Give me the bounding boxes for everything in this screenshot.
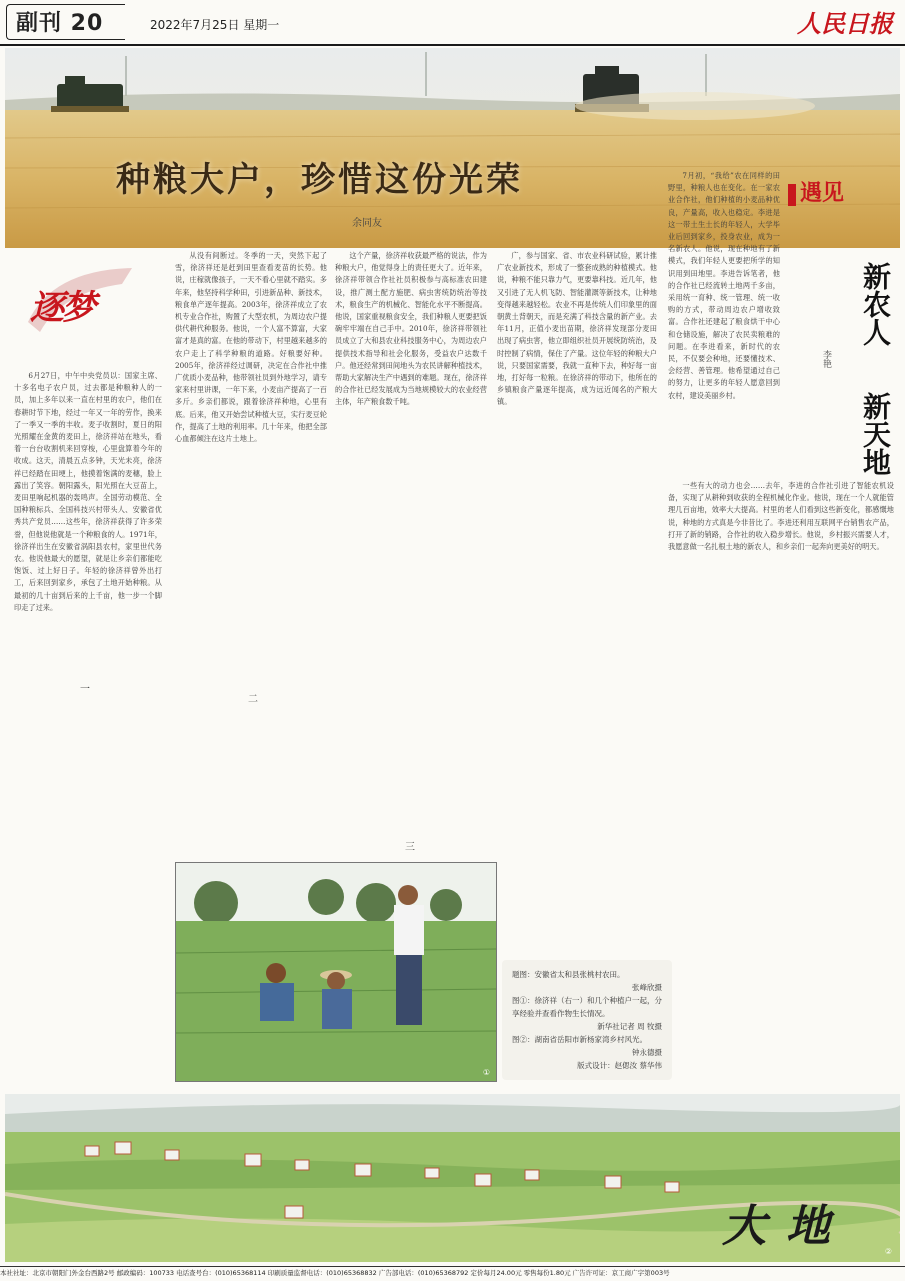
side-article-title-a: 新农人 bbox=[859, 262, 892, 346]
photo-number-2: ② bbox=[884, 1247, 892, 1256]
side-paragraph-1: 7月初，“我给”农在同样的田野里，种粮人也在变化。在一家农业合作社，他们种植的小麦品种优良，产量高，收入也稳定。李进是这一带土生土长的年轻人，大学毕业后回到家乡，投身农业，成为一名新农人。他说，现在种地有了新模式，我们年轻人更要把所学的知识用到田地里。李进告诉笔者，他的合作社已经流转土地两千多亩，采用统一育种、统一管理、统一收购的方式，带动周边农户增收致富。合作社还建起了粮食烘干中心和仓储设施，解决了农民卖粮难的问题。在李进看来，新时代的农民，不仅要会种地，还要懂技术、会经营、善管理。他希望通过自己的努力，让更多的年轻人愿意回到农村，建设美丽乡村。 bbox=[668, 171, 780, 400]
farmers-photo-illustration bbox=[176, 863, 496, 1081]
article-column-3 bbox=[335, 250, 487, 850]
section-mark-2: 二 bbox=[248, 694, 258, 705]
caption-credit-1: 张峰欣摄 bbox=[632, 983, 662, 992]
article-column-4 bbox=[497, 250, 657, 950]
caption-line-1: 图①：徐济祥（右一）和几个种植户一起，分享经验并查看作物生长情况。 bbox=[512, 996, 662, 1018]
masthead bbox=[0, 0, 905, 46]
side-article-author: 李艳 bbox=[821, 350, 831, 368]
caption-line-2: 图②：湖南省岳阳市新杨家湾乡村风光。 bbox=[512, 1035, 647, 1044]
page-footer bbox=[0, 1266, 905, 1281]
section-mark-1: 一 bbox=[80, 684, 90, 695]
column-label-text: 逐梦 bbox=[30, 288, 94, 328]
caption-credit-3: 钟永德摄 bbox=[632, 1048, 662, 1057]
photo-number-1: ① bbox=[482, 1068, 490, 1077]
article-column-2 bbox=[175, 250, 327, 850]
article-column-1 bbox=[14, 370, 162, 1100]
side-column-top bbox=[668, 170, 780, 470]
article-headline: 种粮大户，珍惜这份光荣 bbox=[116, 160, 523, 200]
caption-credit-2: 新华社记者 周 牧摄 bbox=[597, 1022, 662, 1031]
article-paragraph-4: 广，参与国家、省、市农业科研试验，累计推广农业新技术，形成了一整套成熟的种植模式。他说，种粮不能只靠力气，更要靠科技。近几年，他又引进了无人机飞防、智能灌溉等新技术，让种地变得越来越轻松。农业不再是传统人们印象里的面朝黄土背朝天，而是充满了科技含量的新产业。去年11月，正值小麦出苗期，徐济祥发现部分麦田出现了病虫害，他立即组织社员开展统防统治，及时控制了病情，保住了产量。这位年轻的种粮大户说，只要国家需要，我就一直种下去，种好每一亩地，打好每一粒粮。在徐济祥的带动下，他所在的乡镇粮食产量逐年提高，成为远近闻名的产粮大镇。 bbox=[497, 251, 657, 407]
section-label: 副刊 20 bbox=[16, 11, 104, 36]
side-article-title-b: 新天地 bbox=[859, 392, 892, 476]
newspaper-logo: 人民日报 bbox=[797, 9, 893, 38]
article-author: 余同友 bbox=[352, 218, 382, 229]
article-paragraph-3: 这个产量，徐济祥收获最严格的说法，作为种粮大户，他觉得身上的责任更大了。近年来，徐济祥带领合作社社员积极参与高标准农田建设，推广测土配方施肥、病虫害统防统治等技术，粮食生产的机械化、智能化水平不断提高。他说，国家重视粮食安全，我们种粮人更要把饭碗牢牢端在自己手中。2010年，徐济祥带领社员成立了大和县农业科技服务中心，为周边农户提供技术指导和社会化服务，受益农户达数千户。他还经常到田间地头为农民讲解种植技术，帮助大家解决生产中遇到的难题。现在，徐济祥的合作社已经发展成为当地规模较大的农业经营主体，年产粮食数千吨。 bbox=[335, 251, 487, 407]
footer-text: 本社社址：北京市朝阳门外金台西路2号 邮政编码：100733 电话查号台：(010)65368114 印刷质量监督电话：(010)65368832 广告部电话：(010)65368792 定价每月24.00元 零售每份1.80元 广告许可证：京工商广字第003号 bbox=[0, 1269, 670, 1277]
side-article-label: 遇见 bbox=[800, 180, 845, 206]
farmer-standing bbox=[394, 885, 424, 1025]
article-paragraph-1: 6月27日，中午中央党员以：国家主席、十多名电子农户员，过去都是种粮种人的一员，加上多年以来一直在村里的农户，他们在春耕时节下地，经过一年又一年的劳作，换来了一季又一季的丰收。麦子收割时，夏日的阳光照耀在金黄的麦田上，徐济祥站在地头，看着一台台收割机来回穿梭，心里盘算着今年的收成。这天，清晨五点多钟，天光未亮，徐济祥已经踏在田埂上，他摸着饱满的麦穗，脸上露出了笑容。朝阳露头，阳光照在大豆苗上，麦田里响起机器的轰鸣声。全国劳动模范、全国种粮标兵、全国科技兴村带头人、安徽省优秀共产党员……这些年，徐济祥获得了许多荣誉，但他说他就是一个种粮食的人。1971年，徐济祥出生在安徽省涡阳县农村，家里世代务农。他说他最大的愿望，就是让乡亲们都能吃饱饭、过上好日子。年轻的徐济祥曾外出打工，后来回到家乡，承包了土地开始种粮。从最初的几十亩到后来的上千亩，他一步一个脚印走了过来。 bbox=[14, 371, 162, 612]
side-label-mark bbox=[788, 184, 796, 206]
side-paragraph-2: 一些有大的动力也会……去年，李进的合作社引进了智能农机设备，实现了从耕种到收获的全程机械化作业。他说，现在一个人就能管理几百亩地，效率大大提高。村里的老人们看到这些新变化，都感慨地说，种地的方式真是今非昔比了。李进还利用互联网平台销售农产品，打开了新的销路，合作社的收入稳步增长。他说，乡村振兴需要人才，我愿意做一名扎根土地的新农人，和乡亲们一起奔向更美好的明天。 bbox=[668, 481, 894, 552]
caption-editor: 版式设计：赵偲汝 蔡华伟 bbox=[577, 1061, 662, 1070]
section-mark-3: 三 bbox=[405, 842, 415, 853]
photo-caption-box bbox=[502, 960, 672, 1080]
side-column-bottom bbox=[668, 480, 894, 1090]
article-paragraph-2: 从没有间断过。冬季的一天，突然下起了雪，徐济祥还是赶到田里查看麦苗的长势。他说，庄稼就像孩子，一天不看心里就不踏实。多年来，他坚持科学种田，引进新品种、新技术，粮食单产逐年提高。2003年，徐济祥成立了农机专业合作社，购置了大型农机，为周边农户提供代耕代种服务。他说，一个人富不算富，大家富才是真的富。在他的带动下，村里越来越多的农户走上了科学种粮的道路。好粮要好种。2005年，徐济祥经过调研，决定在合作社中推广优质小麦品种，他带领社员到外地学习，请专家来村里讲课，一年下来，小麦亩产提高了一百多斤。乡亲们都说，跟着徐济祥种地，心里有底。后来，他又开始尝试种植大豆，实行麦豆轮作，提高了土地的利用率。几十年来，他把全部心血都倾注在这片土地上。 bbox=[175, 251, 327, 444]
farmers-photo bbox=[175, 862, 497, 1082]
issue-date: 2022年7月25日 星期一 bbox=[150, 18, 280, 32]
bottom-section-label: 大地 bbox=[722, 1201, 850, 1252]
caption-title: 题图：安徽省太和县张桃村农田。 bbox=[512, 970, 625, 979]
